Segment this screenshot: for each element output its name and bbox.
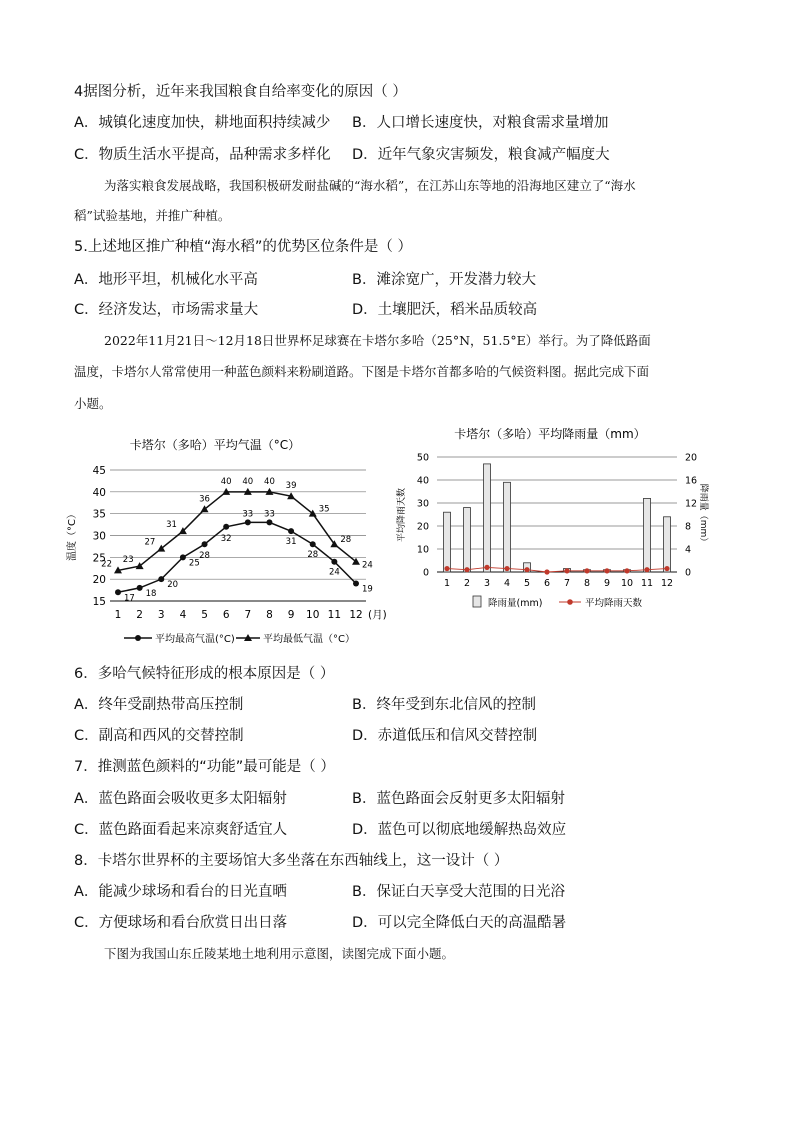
high-temp-label: 32 — [220, 533, 232, 544]
q6-option-d: D．赤道低压和信风交替控制 — [352, 728, 538, 744]
legend-high-label: 平均最高气温(°C) — [155, 634, 235, 645]
q7-stem: 7．推测蓝色颜料的“功能”最可能是（ ） — [74, 759, 335, 775]
rainfall-xtick: 8 — [583, 578, 591, 589]
high-temp-point — [353, 581, 359, 587]
legend-raindays-label: 平均降雨天数 — [585, 598, 643, 609]
raindays-point — [484, 565, 489, 570]
temperature-xtick: 3 — [157, 609, 165, 621]
legend-high-marker — [135, 635, 141, 641]
high-temp-label: 28 — [307, 550, 319, 561]
q8-option-c: C．方便球场和看台欣赏日出日落 — [74, 915, 288, 931]
temperature-xtick: 8 — [266, 609, 273, 621]
low-temp-label: 39 — [285, 481, 297, 492]
high-temp-label: 25 — [188, 558, 200, 569]
rainfall-chart-title: 卡塔尔（多哈）平均降雨量（mm） — [454, 427, 646, 441]
temperature-chart — [60, 425, 387, 655]
temperature-xtick: 1 — [114, 609, 122, 621]
rainfall-xtick: 6 — [543, 578, 551, 589]
legend-rainfall-label: 降雨量(mm) — [488, 598, 543, 609]
rainfall-bar — [484, 464, 491, 572]
q7-option-d: D．蓝色可以彻底地缓解热岛效应 — [352, 822, 567, 838]
raindays-point — [464, 567, 469, 572]
low-temp-label: 36 — [199, 494, 210, 505]
q7-option-a: A．蓝色路面会吸收更多太阳辐射 — [74, 791, 287, 807]
q4-option-d: D．近年气象灾害频发，粮食减产幅度大 — [352, 147, 610, 163]
raindays-point — [664, 566, 669, 571]
temperature-ytick: 25 — [92, 552, 106, 565]
high-temp-point — [266, 519, 272, 525]
high-temp-label: 31 — [285, 537, 297, 548]
q8-option-a: A．能减少球场和看台的日光直晒 — [74, 884, 287, 900]
q4-option-a: A．城镇化速度加快，耕地面积持续减少 — [74, 115, 331, 131]
rainfall-ytick-left: 0 — [422, 567, 429, 579]
high-temp-point — [245, 519, 251, 525]
intro3-line1: 下图为我国山东丘陵某地土地利用示意图，读图完成下面小题。 — [104, 946, 455, 961]
high-temp-label: 18 — [145, 588, 157, 599]
temperature-ytick: 15 — [92, 596, 106, 608]
high-temp-point — [331, 559, 337, 565]
rainfall-ytick-right: 8 — [685, 521, 692, 533]
temperature-chart-title: 卡塔尔（多哈）平均气温（°C） — [129, 438, 301, 452]
raindays-point — [444, 566, 449, 571]
temperature-xtick: 6 — [222, 609, 230, 621]
high-temp-point — [202, 541, 208, 547]
rainfall-xtick: 7 — [563, 578, 571, 589]
intro2-line2: 温度，卡塔尔人常常使用一种蓝色颜料来粉刷道路。下图是卡塔尔首都多哈的气候资料图。据此完成下面 — [74, 364, 650, 379]
rainfall-xtick: 3 — [483, 578, 491, 589]
temperature-xtick: 10 — [306, 609, 320, 621]
q5-option-a: A．地形平坦，机械化水平高 — [74, 272, 258, 288]
q6-stem: 6．多哈气候特征形成的根本原因是（ ） — [74, 666, 335, 682]
q8-option-d: D．可以完全降低白天的高温酷暑 — [352, 915, 567, 931]
intro2-line3: 小题。 — [74, 396, 112, 411]
rainfall-bar — [644, 498, 651, 572]
low-temp-line — [118, 492, 356, 571]
q5-option-c: C．经济发达，市场需求量大 — [74, 302, 259, 318]
temperature-xtick: 9 — [287, 609, 295, 621]
temperature-xtick: 4 — [179, 609, 187, 621]
rainfall-xtick: 5 — [523, 578, 531, 589]
rainfall-ytick-right: 12 — [685, 498, 698, 510]
q6-option-a: A．终年受副热带高压控制 — [74, 697, 244, 713]
low-temp-label: 31 — [166, 520, 177, 531]
rainfall-ytick-right: 20 — [685, 452, 698, 464]
low-temp-label: 40 — [242, 476, 254, 487]
raindays-point — [504, 566, 509, 571]
temperature-xlabel: (月) — [368, 609, 387, 621]
rainfall-bar — [664, 517, 671, 572]
rainfall-xtick: 9 — [603, 578, 611, 589]
intro1-line1: 为落实粮食发展战略，我国积极研发耐盐碱的“海水稻”，在江苏山东等地的沿海地区建立了“海水 — [104, 178, 636, 193]
rainfall-ytick-left: 40 — [416, 475, 429, 487]
raindays-point — [544, 569, 549, 574]
rainfall-bar — [464, 508, 471, 572]
raindays-point — [524, 567, 529, 572]
rainfall-ytick-left: 20 — [416, 521, 429, 533]
temperature-xtick: 5 — [201, 609, 208, 621]
rainfall-ytick-left: 50 — [416, 452, 429, 464]
high-temp-label: 20 — [167, 580, 179, 591]
legend-raindays-marker — [567, 599, 573, 605]
raindays-line — [447, 567, 667, 572]
q5-option-d: D．土壤肥沃，稻米品质较高 — [352, 302, 538, 318]
temperature-xtick: 11 — [327, 609, 342, 621]
low-temp-label: 23 — [122, 555, 134, 566]
low-temp-label: 24 — [362, 560, 373, 571]
q6-option-b: B．终年受到东北信风的控制 — [352, 697, 536, 713]
rainfall-bar — [444, 512, 451, 572]
rainfall-chart-ylabel-right: 降雨量（mm） — [698, 483, 708, 547]
q6-option-c: C．副高和西风的交替控制 — [74, 728, 244, 744]
q8-stem: 8．卡塔尔世界杯的主要场馆大多坐落在东西轴线上，这一设计（ ） — [74, 853, 509, 869]
rainfall-bar — [504, 482, 511, 572]
rainfall-ytick-right: 4 — [685, 544, 692, 556]
temperature-ytick: 35 — [92, 508, 106, 521]
intro1-line2: 稻”试验基地，并推广种植。 — [74, 208, 231, 223]
q4-option-c: C．物质生活水平提高，品种需求多样化 — [74, 147, 331, 163]
rainfall-ytick-left: 30 — [416, 498, 429, 510]
rainfall-ytick-right: 16 — [685, 475, 698, 487]
high-temp-point — [158, 576, 164, 582]
q7-option-c: C．蓝色路面看起来凉爽舒适宜人 — [74, 822, 288, 838]
temperature-chart-ylabel: 温度（°C） — [67, 509, 78, 561]
q5-option-b: B．滩涂宽广，开发潜力较大 — [352, 272, 536, 288]
q8-option-b: B．保证白天享受大范围的日光浴 — [352, 884, 565, 900]
low-temp-label: 40 — [220, 476, 232, 487]
temperature-xtick: 7 — [244, 609, 252, 621]
rainfall-chart-ylabel-left: 平均降雨天数 — [397, 487, 407, 543]
high-temp-label: 24 — [328, 567, 340, 578]
high-temp-label: 33 — [242, 509, 254, 520]
temperature-ytick: 45 — [92, 465, 106, 477]
raindays-point — [584, 568, 589, 573]
legend-low-label: 平均最低气温（°C） — [263, 634, 355, 645]
intro2-line1: 2022年11月21日～12月18日世界杯足球赛在卡塔尔多哈（25°N，51.5°E）举行。为了降低路面 — [104, 333, 651, 348]
rainfall-ytick-left: 10 — [416, 544, 429, 556]
raindays-point — [624, 568, 629, 573]
rainfall-xtick: 10 — [620, 578, 634, 589]
high-temp-point — [310, 541, 316, 547]
q4-option-b: B．人口增长速度快，对粮食需求量增加 — [352, 115, 609, 131]
rainfall-ytick-right: 0 — [685, 567, 692, 579]
q5-stem: 5.上述地区推广种植“海水稻”的优势区位条件是（ ） — [74, 239, 412, 255]
low-temp-label: 28 — [340, 535, 352, 546]
high-temp-label: 28 — [199, 551, 210, 562]
high-temp-point — [288, 528, 294, 534]
raindays-point — [604, 568, 609, 573]
low-temp-label: 22 — [101, 559, 112, 570]
temperature-ytick: 30 — [92, 530, 106, 543]
rainfall-xtick: 1 — [443, 578, 451, 589]
q7-option-b: B．蓝色路面会反射更多太阳辐射 — [352, 791, 565, 807]
temperature-ytick: 20 — [92, 574, 106, 587]
temperature-xtick: 2 — [136, 609, 143, 621]
high-temp-point — [115, 589, 121, 595]
low-temp-label: 35 — [318, 504, 330, 515]
rainfall-xtick: 4 — [503, 578, 511, 589]
low-temp-label: 40 — [264, 476, 275, 487]
rainfall-xtick: 2 — [463, 578, 471, 589]
high-temp-label: 33 — [264, 509, 275, 520]
high-temp-point — [137, 585, 143, 591]
q4-stem: 4据图分析，近年来我国粮食自给率变化的原因（ ） — [74, 84, 407, 100]
high-temp-label: 19 — [362, 584, 373, 595]
high-temp-label: 17 — [124, 593, 135, 604]
temperature-ytick: 40 — [92, 486, 106, 499]
high-temp-point — [223, 524, 229, 530]
rainfall-chart — [395, 425, 730, 625]
rainfall-xtick: 11 — [640, 578, 654, 589]
temperature-xtick: 12 — [349, 609, 363, 621]
high-temp-point — [180, 554, 186, 560]
rainfall-xtick: 12 — [660, 578, 674, 589]
legend-rainfall-marker — [473, 596, 481, 607]
low-temp-label: 27 — [144, 537, 156, 548]
raindays-point — [644, 567, 649, 572]
raindays-point — [564, 568, 569, 573]
